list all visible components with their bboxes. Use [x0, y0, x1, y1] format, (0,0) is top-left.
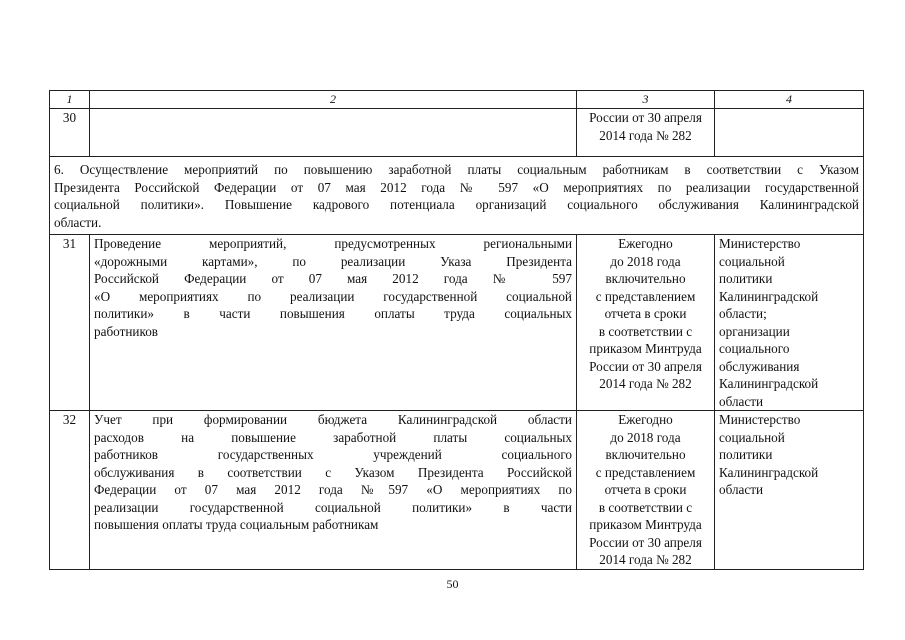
section-line: Президента Российской Федерации от 07 мая 2012 года № 597 «О мероприятиях по реализации государственной	[54, 179, 859, 195]
term-line: приказом Минтруда	[589, 517, 702, 532]
row-description	[90, 411, 577, 570]
row-term	[577, 109, 715, 157]
term-line: 2014 года № 282	[599, 552, 692, 567]
term-line: отчета в сроки	[604, 482, 687, 497]
term-line: России от 30 апреля	[589, 110, 702, 125]
table-row-32	[50, 411, 864, 570]
row-description	[90, 235, 577, 411]
resp-line: обслуживания	[719, 358, 800, 374]
term-line: включительно	[605, 447, 686, 462]
desc-line: расходов на повышение заработной платы социальных	[94, 429, 572, 445]
section-heading	[50, 157, 864, 235]
desc-line: Учет при формировании бюджета Калининградской области	[94, 412, 572, 427]
table-row-31	[50, 235, 864, 411]
desc-line: работников	[94, 323, 159, 339]
row-number: 30	[50, 109, 90, 157]
term-line: с представлением	[595, 464, 696, 480]
section-line: социальной политики». Повышение кадрового потенциала организаций социального обслуживания Калининградской	[54, 197, 859, 212]
term-line: до 2018 года	[610, 253, 681, 269]
term-line: 2014 года № 282	[599, 376, 692, 391]
header-col-2: 2	[90, 91, 577, 109]
page-number: 50	[446, 577, 459, 591]
row-responsible	[715, 109, 864, 157]
row-number: 32	[50, 411, 90, 570]
term-line: с представлением	[595, 288, 696, 304]
desc-line: «О мероприятиях по реализации государственной социальной	[94, 288, 572, 304]
header-row	[50, 91, 864, 109]
section-line: области.	[54, 214, 102, 230]
desc-line: повышения оплаты труда социальным работникам	[94, 517, 379, 532]
header-col-1: 1	[50, 91, 90, 109]
resp-line: Министерство социальной	[719, 236, 801, 269]
desc-line: Российской Федерации от 07 мая 2012 года № 597	[94, 271, 572, 286]
desc-line: обслуживания в соответствии с Указом Президента Российской	[94, 464, 572, 480]
desc-line: политики» в части повышения оплаты труда социальных	[94, 306, 572, 321]
term-line: Ежегодно	[618, 412, 673, 427]
resp-line: политики Калининградской	[719, 271, 819, 304]
term-line: приказом Минтруда	[589, 341, 702, 356]
header-col-4: 4	[715, 91, 864, 109]
resp-line: области;	[719, 306, 767, 321]
row-term	[577, 235, 715, 411]
resp-line: Министерство социальной	[719, 412, 801, 445]
term-line: России от 30 апреля	[589, 358, 702, 374]
desc-line: работников государственных учреждений социального	[94, 447, 572, 462]
term-line: 2014 года № 282	[599, 127, 692, 143]
desc-line: «дорожными картами», по реализации Указа Президента	[94, 253, 572, 269]
plan-table	[49, 90, 864, 570]
row-responsible	[715, 411, 864, 570]
section-line: 6. Осуществление мероприятий по повышению заработной платы социальным работникам в соответствии с Указом	[54, 162, 859, 177]
term-line: Ежегодно	[618, 236, 673, 251]
section-row	[50, 157, 864, 235]
row-number: 31	[50, 235, 90, 411]
row-term	[577, 411, 715, 570]
table-row-30	[50, 109, 864, 157]
term-line: в соответствии с	[598, 323, 693, 339]
resp-line: Калининградской области	[719, 376, 819, 409]
term-line: отчета в сроки	[604, 306, 687, 321]
term-line: России от 30 апреля	[589, 534, 702, 550]
row-description	[90, 109, 577, 157]
desc-line: Проведение мероприятий, предусмотренных региональными	[94, 236, 572, 251]
header-col-3: 3	[577, 91, 715, 109]
desc-line: реализации государственной социальной политики» в части	[94, 499, 572, 515]
term-line: включительно	[605, 271, 686, 286]
row-responsible	[715, 235, 864, 411]
resp-line: политики Калининградской	[719, 447, 819, 480]
resp-line: организации социального	[719, 323, 790, 356]
term-line: в соответствии с	[598, 499, 693, 515]
desc-line: Федерации от 07 мая 2012 года №597 «О мероприятиях по	[94, 482, 572, 497]
term-line: до 2018 года	[610, 429, 681, 445]
resp-line: области	[719, 482, 764, 497]
